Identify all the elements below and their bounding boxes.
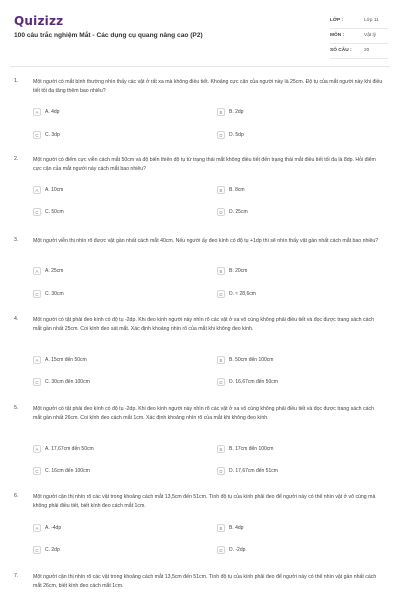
option-text: B. 17cm đến 100cm: [229, 446, 274, 452]
option-a[interactable]: [33, 522, 200, 534]
option-text: C. 50cm: [45, 209, 64, 215]
option-text: B. 8cm: [229, 187, 245, 193]
option-letter: D: [217, 546, 225, 554]
meta-row-subject: [330, 29, 388, 44]
option-d[interactable]: [217, 544, 384, 556]
option-text: B. 20cm: [229, 268, 248, 274]
document-title: 100 câu trắc nghiệm Mắt - Các dụng cụ quang nâng cao (P2): [14, 32, 203, 39]
option-c[interactable]: [33, 129, 200, 141]
option-d[interactable]: [217, 129, 384, 141]
option-b[interactable]: [217, 106, 384, 118]
option-letter: B: [217, 356, 225, 364]
option-b[interactable]: [217, 265, 384, 277]
question-text: Một người có mắt bình thường nhìn thấy các vật ở rất xa mà không điều tiết. Khoảng cực cận của người này là 25cm. Độ tụ của mắt người này khi điều tiết tối đa tăng thêm bao nhiêu?: [33, 79, 383, 94]
meta-key: MÔN :: [330, 33, 345, 38]
question-text: Một người có điểm cực viễn cách mắt 50cm và độ biến thiên độ tụ từ trạng thái mắt không điều tiết đến trạng thái mắt điều tiết tối đa là 8dp. Hỏi điểm cực cận của mắt người này cách mắt bao nhiêu?: [33, 157, 376, 172]
option-c[interactable]: [33, 544, 200, 556]
option-b[interactable]: [217, 354, 384, 366]
option-letter: A: [33, 267, 41, 275]
question-number: 1.: [14, 78, 19, 84]
option-letter: C: [33, 378, 41, 386]
option-d[interactable]: [217, 376, 384, 388]
option-text: C. 2dp: [45, 547, 60, 553]
option-text: A. 4dp: [45, 109, 60, 115]
question-text: Một người viễn thị nhìn rõ được vật gần nhất cách mắt 40cm. Nếu người ấy đeo kính có độ tụ +1dp thì sẽ nhìn thấy vật gần nhất cách mắt bao nhiêu?: [33, 238, 379, 244]
option-text: B. 50cm đến 100cm: [229, 357, 274, 363]
option-letter: B: [217, 524, 225, 532]
meta-value: Vật lý: [364, 33, 376, 38]
question-text: Một người có tật phải đeo kính có độ tụ -2dp. Khi đeo kính người này nhìn rõ các vật ở xa vô cùng không phải điều tiết và đọc được trang sách cách mắt gần nhất 26cm. Coi kính đeo cách mắt 1cm. Xác định khoảng nhìn rõ của mắt khi không đeo kính.: [33, 406, 374, 421]
meta-value: 20: [364, 48, 370, 53]
option-a[interactable]: [33, 443, 200, 455]
question-text: Một người cận thị nhìn rõ các vật trong khoảng cách mắt 13,5cm đến 51cm. Tính độ tụ của kính phải đeo để người này có thể nhìn vật ở vô cùng mà không phải điều tiết, biết kính đeo cách mắt 1cm.: [33, 494, 376, 509]
question-text: Một người cận thị nhìn rõ các vật trong khoảng cách mắt 13,5cm đến 51cm. Tính độ tụ của kính phải đeo để người này có thể nhìn vật gần nhất cách mắt 26cm, biết kính đeo cách mắt 1cm.: [33, 574, 377, 589]
option-a[interactable]: [33, 184, 200, 196]
option-letter: D: [217, 290, 225, 298]
option-text: A. 17,67cm đến 50cm: [45, 446, 94, 452]
option-a[interactable]: [33, 106, 200, 118]
option-letter: C: [33, 467, 41, 475]
option-a[interactable]: [33, 354, 200, 366]
option-letter: B: [217, 445, 225, 453]
option-letter: D: [217, 131, 225, 139]
option-letter: D: [217, 467, 225, 475]
option-b[interactable]: [217, 443, 384, 455]
option-text: B. 2dp: [229, 109, 244, 115]
meta-value: Lớp 11: [364, 18, 379, 23]
option-letter: A: [33, 524, 41, 532]
quizizz-logo: Quizizz: [14, 14, 64, 28]
option-letter: C: [33, 290, 41, 298]
header-divider: [10, 66, 390, 67]
option-text: A. 15cm đến 50cm: [45, 357, 87, 363]
option-text: A. -4dp: [45, 525, 62, 531]
option-c[interactable]: [33, 206, 200, 218]
question-number: 6.: [14, 493, 19, 499]
option-text: C. 30cm đến 100cm: [45, 379, 90, 385]
question-number: 4.: [14, 316, 19, 322]
option-letter: B: [217, 186, 225, 194]
option-d[interactable]: [217, 288, 384, 300]
question-number: 5.: [14, 405, 19, 411]
option-text: D. 25cm: [229, 209, 248, 215]
option-text: A. 10cm: [45, 187, 64, 193]
option-text: D. 16,67cm đến 50cm: [229, 379, 278, 385]
option-letter: C: [33, 131, 41, 139]
option-text: C. 16cm đến 100cm: [45, 468, 90, 474]
meta-row-count: [330, 44, 388, 59]
option-letter: C: [33, 208, 41, 216]
option-letter: D: [217, 378, 225, 386]
option-text: B. 4dp: [229, 525, 244, 531]
meta-info: [330, 14, 388, 59]
option-text: A. 25cm: [45, 268, 64, 274]
option-c[interactable]: [33, 465, 200, 477]
question-number: 7.: [14, 573, 19, 579]
option-letter: B: [217, 267, 225, 275]
option-a[interactable]: [33, 265, 200, 277]
option-letter: D: [217, 208, 225, 216]
question-number: 2.: [14, 156, 19, 162]
meta-row-class: [330, 14, 388, 29]
option-letter: C: [33, 546, 41, 554]
question-text: Một người có tật phải đeo kính có độ tụ -2dp. Khi đeo kính người này nhìn rõ các vật ở xa vô cùng không phải điều tiết và đọc được trang sách cách mắt gần nhất 25cm. Coi kính đeo sát mắt. Xác định khoảng nhìn rõ của mắt khi không đeo kính.: [33, 317, 374, 332]
option-text: D. 17,67cm đến 51cm: [229, 468, 278, 474]
option-text: D. 5dp: [229, 132, 244, 138]
question-number: 3.: [14, 237, 19, 243]
option-d[interactable]: [217, 206, 384, 218]
option-c[interactable]: [33, 288, 200, 300]
meta-key: SỐ CÂU :: [330, 48, 352, 53]
option-text: D. ≈ 28,6cm: [229, 291, 256, 297]
option-d[interactable]: [217, 465, 384, 477]
option-text: D. -2dp: [229, 547, 246, 553]
option-b[interactable]: [217, 184, 384, 196]
option-letter: B: [217, 108, 225, 116]
meta-key: LỚP :: [330, 18, 344, 23]
option-text: C. 30cm: [45, 291, 64, 297]
option-text: C. 3dp: [45, 132, 60, 138]
option-letter: A: [33, 445, 41, 453]
page-header: [0, 0, 400, 62]
option-letter: A: [33, 356, 41, 364]
option-letter: A: [33, 186, 41, 194]
option-letter: A: [33, 108, 41, 116]
option-c[interactable]: [33, 376, 200, 388]
option-b[interactable]: [217, 522, 384, 534]
